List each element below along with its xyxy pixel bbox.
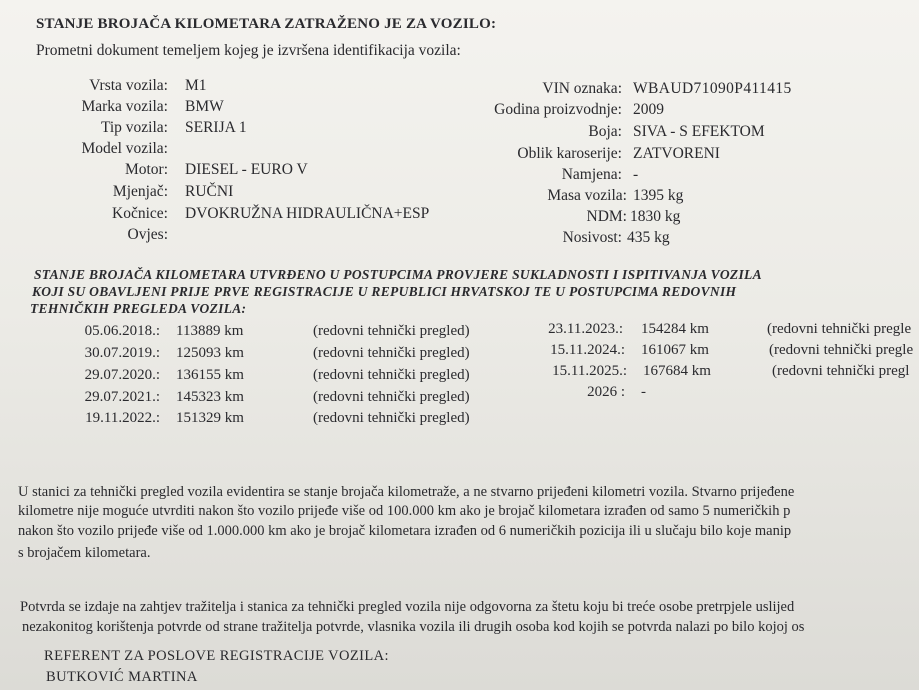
field-label: Godina proizvodnje: [494,101,622,118]
vin-value: WBAUD71090P411415 [633,80,792,97]
inspection-note: (redovni tehnički pregled) [313,345,470,361]
field-label: Boja: [588,123,622,140]
section-heading-line: TEHNIČKIH PREGLEDA VOZILA: [30,301,247,316]
section-heading-line: KOJI SU OBAVLJENI PRIJE PRVE REGISTRACIJE U REPUBLICI HRVATSKOJ TE U POSTUPCIMA REDOVNIH [32,284,737,299]
paragraph-line: nezakonitog korištenja potvrde od strane tražitelja potvrde, vlasnika vozila ili drugih osoba kod kojih se potvrda nalazi po bilo kojoj os [22,619,805,635]
field-value: SIVA - S EFEKTOM [633,123,765,140]
inspection-note: (redovni tehnički pregle [769,342,914,358]
inspection-note: (redovni tehnički pregled) [313,367,470,383]
inspection-date: 15.11.2025.: [552,363,627,379]
inspection-date: 19.11.2022.: [85,410,160,426]
field-value: M1 [185,77,207,94]
field-label: Tip vozila: [100,119,168,136]
section-heading-line: STANJE BROJAČA KILOMETARA UTVRĐENO U POSTUPCIMA PROVJERE SUKLADNOSTI I ISPITIVANJA VOZILA [34,267,762,282]
field-label: Nosivost: [562,229,622,246]
field-value: - [633,166,639,183]
inspection-note: (redovni tehnički pregled) [313,410,470,426]
inspection-date: 15.11.2024.: [550,342,625,358]
field-value: 1830 kg [630,208,681,225]
inspection-date: 2026 : [587,384,625,400]
signature-role: REFERENT ZA POSLOVE REGISTRACIJE VOZILA: [44,648,389,664]
inspection-km: 154284 km [641,321,709,337]
field-label: NDM: [586,208,627,225]
inspection-km: 125093 km [176,345,244,361]
field-value: ZATVORENI [633,145,720,162]
inspection-km: 151329 km [176,410,244,426]
field-label: Mjenjač: [112,183,168,200]
paragraph-line: kilometre nije moguće utvrditi nakon što vozilo prijeđe više od 100.000 km ako je brojač kilometara izrađen od samo 5 numeričkih p [18,503,791,519]
field-value: SERIJA 1 [185,119,247,136]
inspection-km: - [641,384,646,400]
paragraph-line: s brojačem kilometara. [18,545,151,561]
inspection-date: 29.07.2021.: [84,389,160,405]
field-label: Masa vozila: [547,187,627,204]
field-label: Kočnice: [112,205,168,222]
paragraph-line: nakon što vozilo prijeđe više od 1.000.000 km ako je brojač kilometara izrađen od 6 numeričkih pozicija ili u slučaju bilo koje manip [18,523,792,539]
field-value: RUČNI [185,183,234,200]
document-title: STANJE BROJAČA KILOMETARA ZATRAŽENO JE ZA VOZILO: [36,16,497,32]
document-subtitle: Prometni dokument temeljem kojeg je izvršena identifikacija vozila: [36,42,461,59]
field-label: Motor: [124,161,168,178]
field-label: Oblik karoserije: [517,145,622,162]
field-value: 1395 kg [633,187,684,204]
field-label: Model vozila: [81,140,168,157]
inspection-km: 167684 km [643,363,711,379]
inspection-note: (redovni tehnički pregled) [313,389,470,405]
paragraph-line: Potvrda se izdaje na zahtjev tražitelja i stanica za tehnički pregled vozila nije odgovorna za štetu koju bi treće osobe pretrpjele uslijed [20,599,795,615]
signature-name: BUTKOVIĆ MARTINA [46,669,198,685]
inspection-km: 145323 km [176,389,244,405]
paragraph-line: U stanici za tehnički pregled vozila evidentira se stanje brojača kilometraže, a ne stvarno prijeđeni kilometri vozila. Stvarno prijeđene [18,484,795,500]
inspection-km: 136155 km [176,367,244,383]
field-label: Vrsta vozila: [89,77,168,94]
inspection-date: 23.11.2023.: [548,321,623,337]
field-label: Ovjes: [127,226,168,243]
inspection-date: 29.07.2020.: [84,367,160,383]
field-value: DIESEL - EURO V [185,161,308,178]
inspection-note: (redovni tehnički pregle [767,321,912,337]
field-label: VIN oznaka: [542,80,622,97]
field-value: 435 kg [627,229,670,246]
field-label: Marka vozila: [81,98,168,115]
inspection-date: 30.07.2019.: [84,345,160,361]
field-value: BMW [185,98,224,115]
inspection-km: 113889 km [176,323,244,339]
field-value: DVOKRUŽNA HIDRAULIČNA+ESP [185,205,430,222]
field-value: 2009 [633,101,664,118]
inspection-km: 161067 km [641,342,709,358]
field-label: Namjena: [561,166,622,183]
inspection-date: 05.06.2018.: [84,323,160,339]
inspection-note: (redovni tehnički pregled) [313,323,470,339]
inspection-note: (redovni tehnički pregl [772,363,910,379]
